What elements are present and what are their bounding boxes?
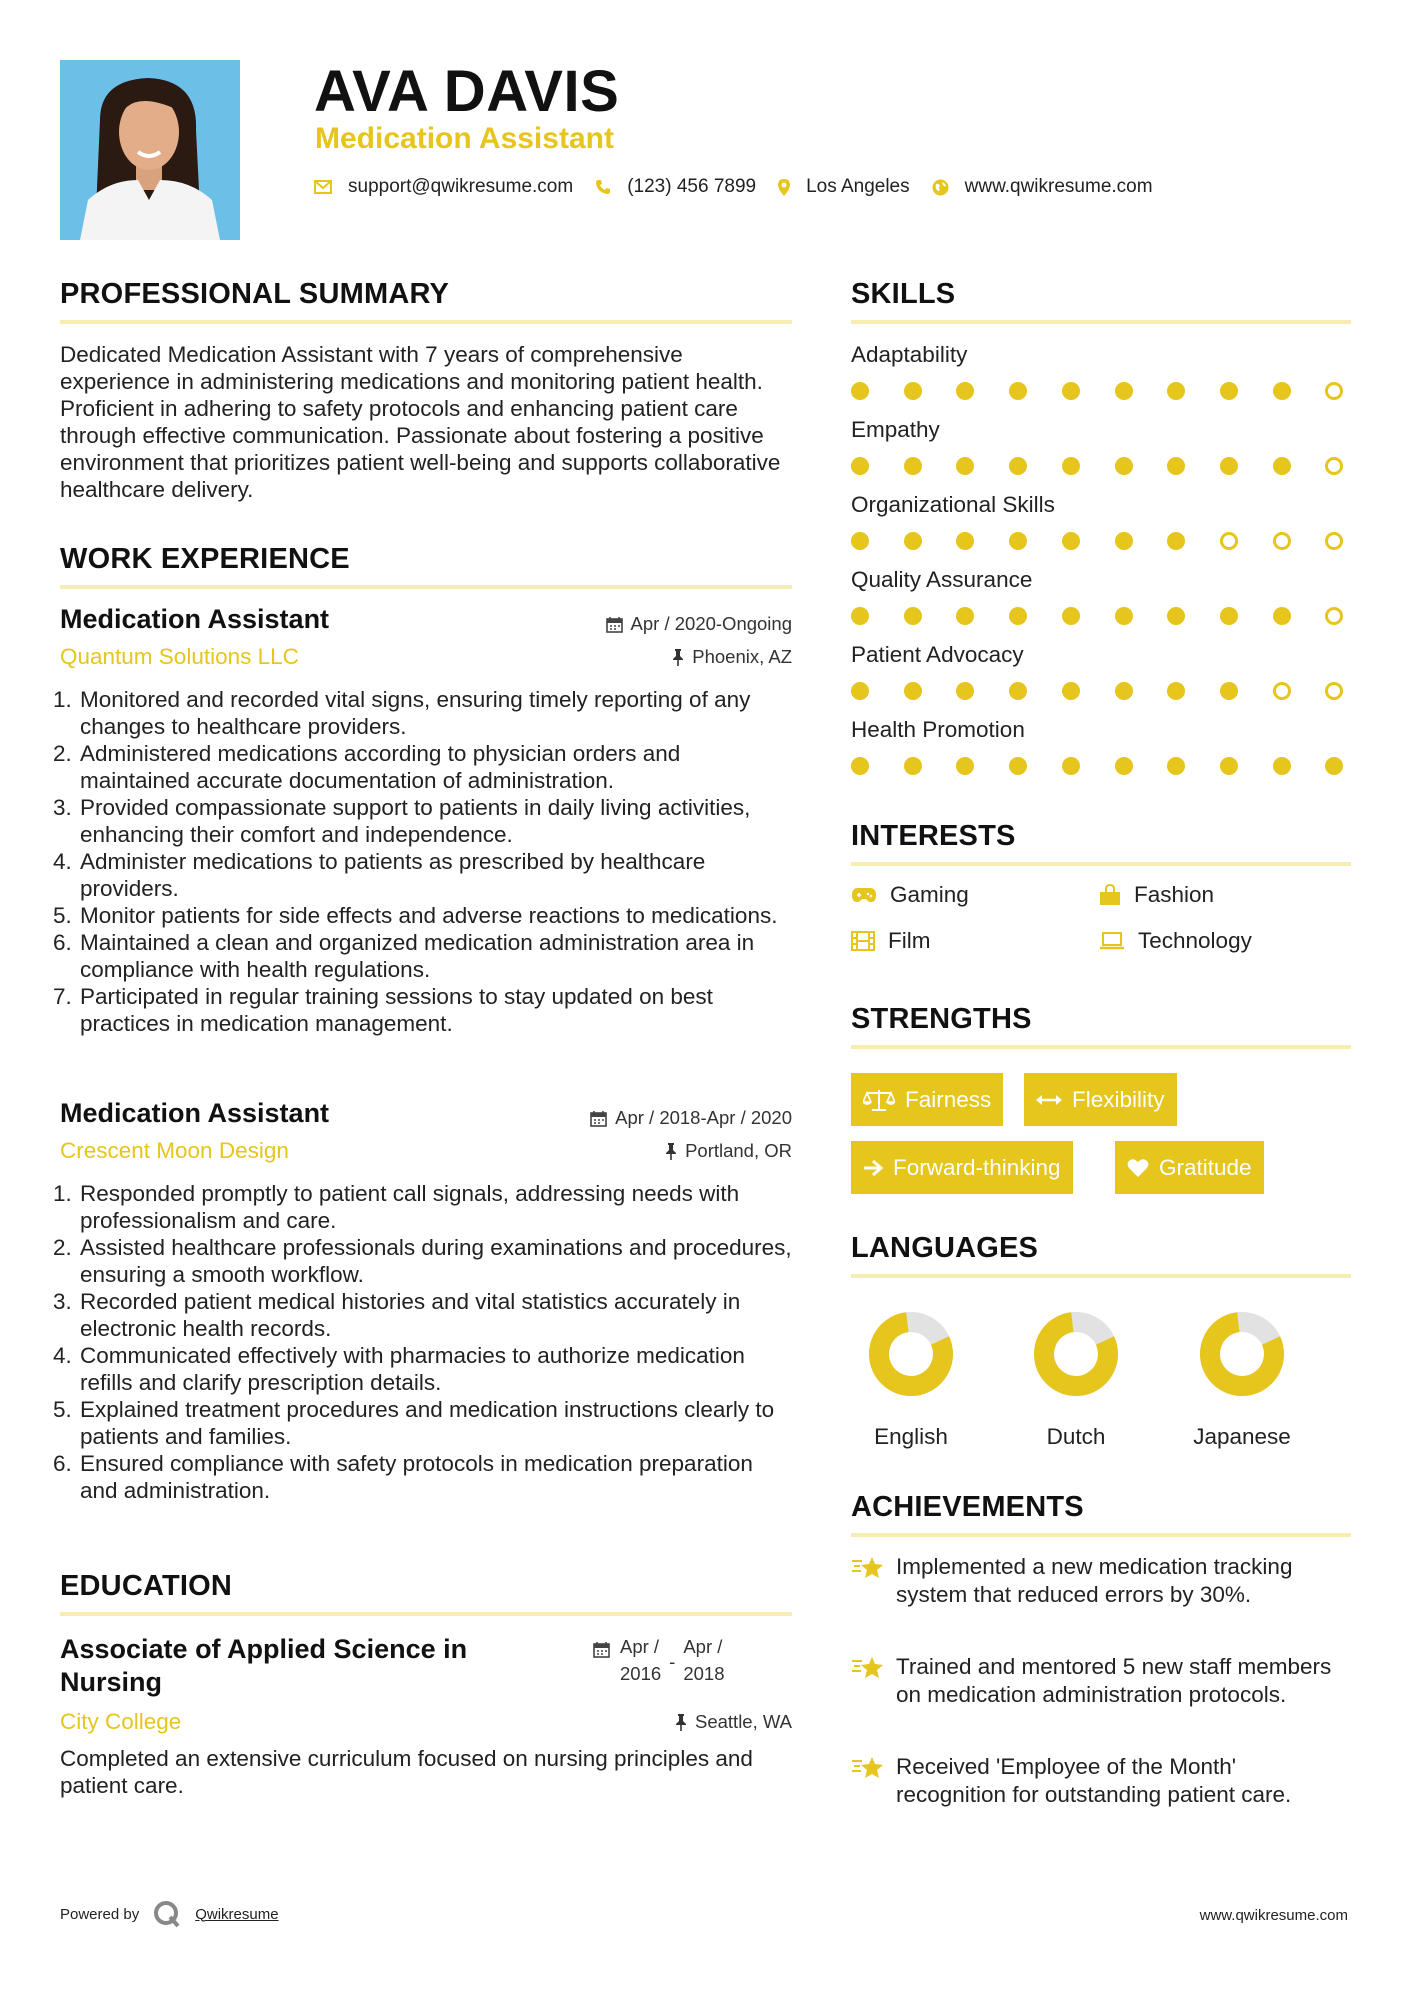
profile-photo bbox=[60, 60, 240, 240]
skill-dot-filled bbox=[1273, 757, 1291, 775]
pushpin-icon bbox=[665, 1143, 677, 1160]
skill-dot-filled bbox=[1220, 757, 1238, 775]
film-icon bbox=[851, 931, 875, 951]
contact-bar bbox=[314, 176, 1175, 198]
job-date bbox=[590, 1107, 792, 1129]
map-marker-icon bbox=[778, 179, 790, 196]
interest-fashion bbox=[1099, 882, 1214, 908]
skill-dot-filled bbox=[1115, 607, 1133, 625]
skill-dot-filled bbox=[1062, 757, 1080, 775]
skill-dot-filled bbox=[956, 757, 974, 775]
job-location-text: Phoenix, AZ bbox=[692, 646, 792, 667]
skill-name: Patient Advocacy bbox=[851, 642, 1024, 667]
languages-heading: LANGUAGES bbox=[851, 1232, 1039, 1264]
job-company: Crescent Moon Design bbox=[60, 1138, 289, 1163]
education-date bbox=[593, 1633, 724, 1687]
skill-dot-filled bbox=[904, 682, 922, 700]
powered-by-text: Powered by bbox=[60, 1905, 140, 1923]
job-entry-2 bbox=[60, 1098, 792, 1518]
skill-dot-filled bbox=[904, 532, 922, 550]
language-item bbox=[836, 1310, 986, 1450]
interest-label: Fashion bbox=[1134, 882, 1215, 907]
skill-item bbox=[851, 492, 1351, 554]
strength-label: Flexibility bbox=[1072, 1086, 1165, 1112]
skill-dot-filled bbox=[1273, 457, 1291, 475]
strength-label: Fairness bbox=[905, 1086, 992, 1112]
job-title: Medication Assistant bbox=[60, 1098, 330, 1128]
globe-icon bbox=[932, 179, 949, 196]
skill-dot-filled bbox=[851, 457, 869, 475]
education-start-year: 2016 bbox=[620, 1663, 662, 1684]
skills-divider bbox=[851, 320, 1351, 324]
interest-label: Film bbox=[888, 928, 931, 953]
strength-label: Forward-thinking bbox=[893, 1154, 1061, 1180]
contact-phone[interactable] bbox=[595, 176, 756, 198]
job-bullet: 6. Ensured compliance with safety protocols in medication preparation and administration. bbox=[78, 1450, 796, 1504]
arrows-horizontal-icon bbox=[1036, 1093, 1062, 1107]
skill-name: Health Promotion bbox=[851, 717, 1025, 742]
arrow-right-icon bbox=[863, 1159, 883, 1177]
skills-heading: SKILLS bbox=[851, 278, 956, 310]
job-bullets bbox=[60, 1180, 796, 1504]
skill-dot-filled bbox=[1115, 382, 1133, 400]
job-bullet: 3. Provided compassionate support to patients in daily living activities, enhancing their comfort and independence. bbox=[78, 794, 796, 848]
summary-divider bbox=[60, 320, 792, 324]
interest-gaming bbox=[851, 882, 969, 908]
qwikresume-logo-icon bbox=[153, 1900, 181, 1928]
language-item bbox=[1167, 1310, 1317, 1450]
job-bullet: 3. Recorded patient medical histories and vital statistics accurately in electronic health records. bbox=[78, 1288, 796, 1342]
job-date-text: Apr / 2020-Ongoing bbox=[630, 613, 792, 634]
footer-website[interactable]: www.qwikresume.com bbox=[1199, 1907, 1348, 1924]
phone-icon bbox=[595, 179, 611, 195]
skill-dot-filled bbox=[1167, 607, 1185, 625]
skill-dot-filled bbox=[1062, 532, 1080, 550]
skill-dot-filled bbox=[1062, 382, 1080, 400]
skill-rating bbox=[851, 457, 1351, 477]
pushpin-icon bbox=[675, 1714, 687, 1731]
skill-dot-filled bbox=[1167, 532, 1185, 550]
shopping-bag-icon bbox=[1099, 884, 1121, 906]
skill-dot-filled bbox=[956, 382, 974, 400]
skill-dot-filled bbox=[1115, 457, 1133, 475]
interests-divider bbox=[851, 862, 1351, 866]
job-date bbox=[606, 613, 792, 635]
star-icon bbox=[851, 1555, 885, 1586]
job-bullet: 4. Administer medications to patients as prescribed by healthcare providers. bbox=[78, 848, 796, 902]
skill-item bbox=[851, 567, 1351, 629]
job-location bbox=[665, 1140, 792, 1162]
work-heading: WORK EXPERIENCE bbox=[60, 543, 350, 575]
summary-text: Dedicated Medication Assistant with 7 years of comprehensive experience in administering medications and monitoring patient health. Proficient in adhering to safety protocols and enhancing patient care through effective communication. Passionate about fostering a positive environment that prioritizes patient well-being and supports collaborative healthcare delivery. bbox=[60, 342, 781, 502]
skill-dot-filled bbox=[1062, 607, 1080, 625]
skill-dot-filled bbox=[1220, 457, 1238, 475]
skill-dot-filled bbox=[1325, 757, 1343, 775]
skill-dot-filled bbox=[1009, 757, 1027, 775]
interest-label: Gaming bbox=[890, 882, 969, 907]
education-end-month: Apr / bbox=[683, 1636, 723, 1657]
skill-name: Adaptability bbox=[851, 342, 968, 367]
language-donut bbox=[1032, 1310, 1120, 1398]
education-heading: EDUCATION bbox=[60, 1570, 233, 1602]
skill-dot-filled bbox=[851, 382, 869, 400]
job-bullet: 2. Administered medications according to physician orders and maintained accurate documentation of administration. bbox=[78, 740, 796, 794]
job-bullet: 6. Maintained a clean and organized medication administration area in compliance with health regulations. bbox=[78, 929, 796, 983]
interest-label: Technology bbox=[1138, 928, 1252, 953]
achievements-heading: ACHIEVEMENTS bbox=[851, 1491, 1084, 1523]
achievements-divider bbox=[851, 1533, 1351, 1537]
achievement-text: Received 'Employee of the Month' recognition for outstanding patient care. bbox=[896, 1754, 1292, 1807]
job-bullet: 1. Monitored and recorded vital signs, ensuring timely reporting of any changes to healthcare providers. bbox=[78, 686, 796, 740]
skill-dot-filled bbox=[1009, 382, 1027, 400]
skill-name: Organizational Skills bbox=[851, 492, 1055, 517]
skill-rating bbox=[851, 757, 1351, 777]
calendar-icon bbox=[593, 1641, 610, 1687]
email-text: support@qwikresume.com bbox=[348, 176, 574, 197]
skill-dot-filled bbox=[1062, 682, 1080, 700]
interests-heading: INTERESTS bbox=[851, 820, 1016, 852]
envelope-icon bbox=[314, 180, 332, 194]
languages-divider bbox=[851, 1274, 1351, 1278]
job-title: Medication Assistant bbox=[60, 604, 330, 634]
skill-rating bbox=[851, 607, 1351, 627]
skill-item bbox=[851, 417, 1351, 479]
education-date-separator: - bbox=[669, 1651, 676, 1672]
summary-heading: PROFESSIONAL SUMMARY bbox=[60, 278, 450, 310]
education-entry bbox=[60, 1633, 792, 1798]
language-name: Japanese bbox=[1193, 1424, 1291, 1449]
skill-dot-filled bbox=[956, 607, 974, 625]
education-divider bbox=[60, 1612, 792, 1616]
contact-location bbox=[778, 176, 910, 198]
education-end bbox=[683, 1633, 724, 1687]
skill-dot-filled bbox=[1220, 607, 1238, 625]
education-start bbox=[620, 1633, 661, 1687]
skill-dot-filled bbox=[956, 682, 974, 700]
job-location bbox=[672, 646, 792, 668]
strengths-divider bbox=[851, 1045, 1351, 1049]
achievement-text: Trained and mentored 5 new staff members on medication administration protocols. bbox=[896, 1654, 1332, 1707]
skill-dot-empty bbox=[1273, 532, 1291, 550]
skill-dot-filled bbox=[904, 457, 922, 475]
job-entry-1 bbox=[60, 604, 792, 1074]
skill-name: Empathy bbox=[851, 417, 940, 442]
education-location bbox=[675, 1711, 792, 1733]
skill-item bbox=[851, 717, 1351, 779]
achievement-item bbox=[851, 1653, 1351, 1709]
skill-dot-filled bbox=[1273, 382, 1291, 400]
job-bullet: 1. Responded promptly to patient call signals, addressing needs with professionalism and care. bbox=[78, 1180, 796, 1234]
job-bullet: 2. Assisted healthcare professionals during examinations and procedures, ensuring a smooth workflow. bbox=[78, 1234, 796, 1288]
skill-dot-filled bbox=[1167, 682, 1185, 700]
strength-badge bbox=[1024, 1073, 1177, 1126]
heart-icon bbox=[1127, 1158, 1149, 1178]
achievement-item bbox=[851, 1553, 1351, 1609]
skill-item bbox=[851, 642, 1351, 704]
skill-dot-empty bbox=[1325, 607, 1343, 625]
skill-dot-filled bbox=[1115, 682, 1133, 700]
skill-rating bbox=[851, 532, 1351, 552]
education-description: Completed an extensive curriculum focused on nursing principles and patient care. bbox=[60, 1746, 753, 1798]
skill-dot-filled bbox=[1167, 757, 1185, 775]
skill-dot-empty bbox=[1325, 682, 1343, 700]
job-bullet: 5. Monitor patients for side effects and adverse reactions to medications. bbox=[78, 902, 796, 929]
skill-name: Quality Assurance bbox=[851, 567, 1033, 592]
skill-dot-filled bbox=[851, 757, 869, 775]
skill-dot-empty bbox=[1273, 682, 1291, 700]
job-date-text: Apr / 2018-Apr / 2020 bbox=[615, 1107, 792, 1128]
strength-label: Gratitude bbox=[1159, 1154, 1252, 1180]
skill-rating bbox=[851, 382, 1351, 402]
skill-dot-filled bbox=[1009, 607, 1027, 625]
education-degree: Associate of Applied Science in Nursing bbox=[60, 1634, 468, 1697]
achievement-text: Implemented a new medication tracking system that reduced errors by 30%. bbox=[896, 1554, 1293, 1607]
skill-dot-filled bbox=[956, 532, 974, 550]
language-donut bbox=[867, 1310, 955, 1398]
location-text: Los Angeles bbox=[806, 176, 910, 197]
footer-powered-by bbox=[60, 1900, 279, 1928]
achievement-item bbox=[851, 1753, 1351, 1809]
skill-dot-filled bbox=[904, 757, 922, 775]
star-icon bbox=[851, 1755, 885, 1786]
job-bullets bbox=[60, 686, 796, 1037]
skill-dot-empty bbox=[1220, 532, 1238, 550]
star-icon bbox=[851, 1655, 885, 1686]
skill-dot-filled bbox=[1273, 607, 1291, 625]
skill-dot-empty bbox=[1325, 457, 1343, 475]
skill-dot-filled bbox=[851, 682, 869, 700]
skill-dot-filled bbox=[851, 532, 869, 550]
job-location-text: Portland, OR bbox=[685, 1140, 792, 1161]
job-bullet: 4. Communicated effectively with pharmacies to authorize medication refills and clarify prescription details. bbox=[78, 1342, 796, 1396]
strength-badge bbox=[851, 1141, 1073, 1194]
job-bullet: 5. Explained treatment procedures and medication instructions clearly to patients and families. bbox=[78, 1396, 796, 1450]
calendar-icon bbox=[606, 616, 623, 633]
language-name: English bbox=[874, 1424, 948, 1449]
skill-rating bbox=[851, 682, 1351, 702]
skill-dot-filled bbox=[1167, 457, 1185, 475]
language-donut bbox=[1198, 1310, 1286, 1398]
strengths-heading: STRENGTHS bbox=[851, 1003, 1032, 1035]
calendar-icon bbox=[590, 1110, 607, 1127]
contact-email[interactable] bbox=[314, 176, 573, 198]
laptop-icon bbox=[1099, 932, 1125, 950]
education-school: City College bbox=[60, 1709, 182, 1734]
skill-dot-empty bbox=[1325, 382, 1343, 400]
skill-dot-filled bbox=[1115, 532, 1133, 550]
skill-dot-filled bbox=[851, 607, 869, 625]
job-bullet: 7. Participated in regular training sessions to stay updated on best practices in medication management. bbox=[78, 983, 796, 1037]
candidate-name: AVA DAVIS bbox=[314, 59, 620, 124]
phone-text: (123) 456 7899 bbox=[627, 176, 757, 197]
education-start-month: Apr / bbox=[620, 1636, 660, 1657]
skill-dot-filled bbox=[1062, 457, 1080, 475]
pushpin-icon bbox=[672, 649, 684, 666]
skill-item bbox=[851, 342, 1351, 404]
education-location-text: Seattle, WA bbox=[695, 1711, 792, 1732]
strength-badge bbox=[851, 1073, 1003, 1126]
interest-film bbox=[851, 928, 930, 954]
contact-website[interactable] bbox=[932, 176, 1153, 198]
interest-technology bbox=[1099, 928, 1252, 954]
skill-dot-filled bbox=[904, 607, 922, 625]
qwikresume-link[interactable]: Qwikresume bbox=[195, 1905, 279, 1923]
skill-dot-filled bbox=[1115, 757, 1133, 775]
strength-badge bbox=[1115, 1141, 1264, 1194]
skill-dot-filled bbox=[956, 457, 974, 475]
skill-dot-filled bbox=[1220, 682, 1238, 700]
education-end-year: 2018 bbox=[683, 1663, 725, 1684]
skill-dot-filled bbox=[904, 382, 922, 400]
gamepad-icon bbox=[851, 887, 877, 903]
language-item bbox=[1001, 1310, 1151, 1450]
skill-dot-filled bbox=[1009, 532, 1027, 550]
balance-scale-icon bbox=[863, 1089, 895, 1111]
skill-dot-filled bbox=[1009, 457, 1027, 475]
language-name: Dutch bbox=[1046, 1424, 1106, 1449]
skill-dot-empty bbox=[1325, 532, 1343, 550]
skill-dot-filled bbox=[1167, 382, 1185, 400]
job-company: Quantum Solutions LLC bbox=[60, 644, 299, 669]
candidate-title: Medication Assistant bbox=[315, 122, 614, 155]
skill-dot-filled bbox=[1220, 382, 1238, 400]
website-text: www.qwikresume.com bbox=[964, 176, 1153, 197]
work-divider bbox=[60, 585, 792, 589]
skill-dot-filled bbox=[1009, 682, 1027, 700]
